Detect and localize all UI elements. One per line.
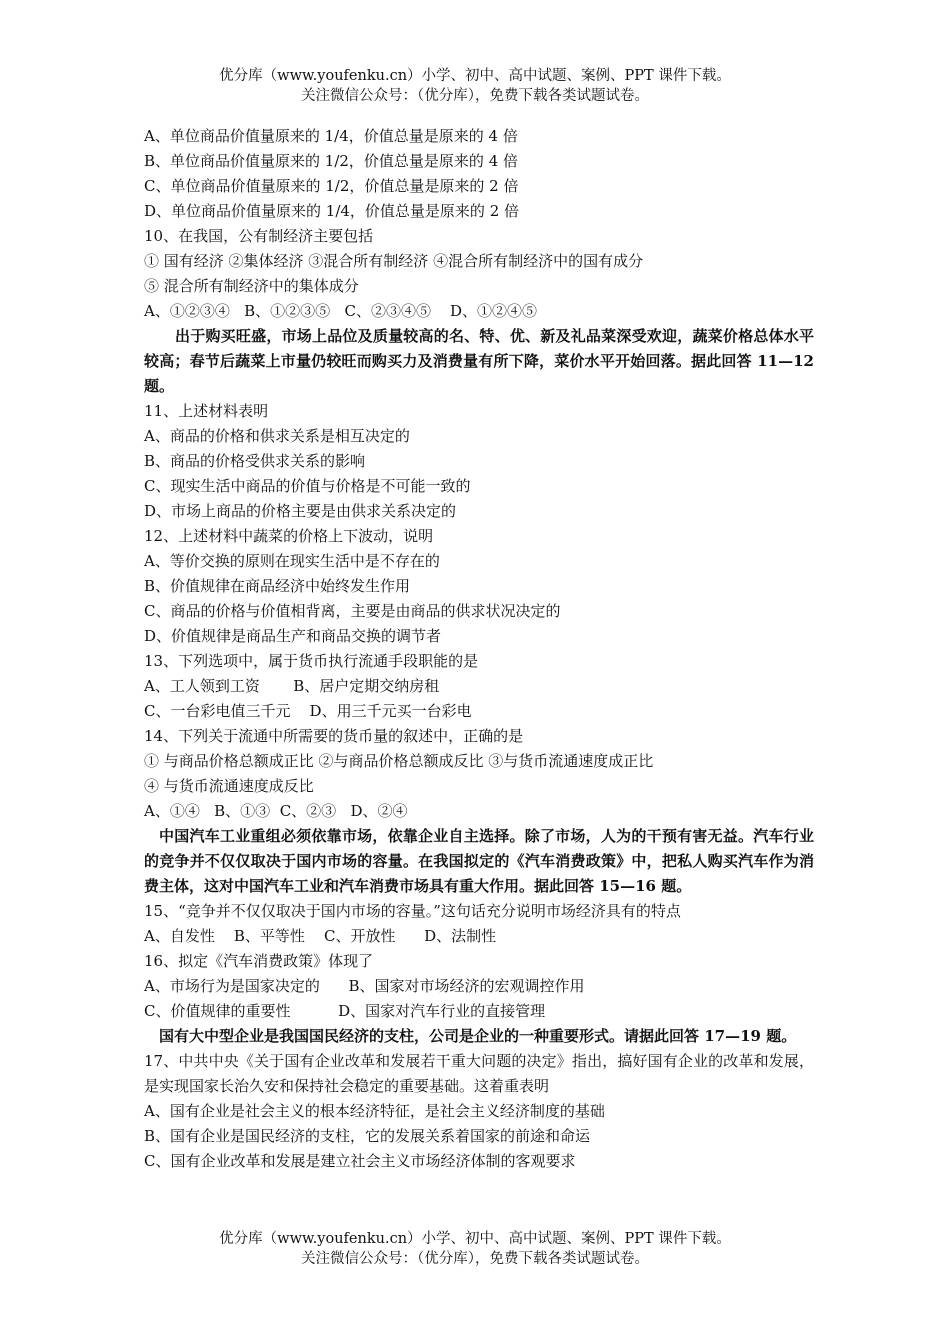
q16-options-row-1: A、市场行为是国家决定的 B、国家对市场经济的宏观调控作用 <box>144 977 585 995</box>
q9-option-b: B、单位商品价值量原来的 1/2，价值总量是原来的 4 倍 <box>144 152 519 170</box>
q12-option-a: A、等价交换的原则在现实生活中是不存在的 <box>144 552 440 570</box>
q12-option-b: B、价值规律在商品经济中始终发生作用 <box>144 577 411 595</box>
page-header <box>0 66 950 106</box>
footer-line-2: 关注微信公众号：（优分库），免费下载各类试题试卷。 <box>301 1251 649 1267</box>
page-footer <box>0 1229 950 1269</box>
q10-items-1: ① 国有经济 ②集体经济 ③混合所有制经济 ④混合所有制经济中的国有成分 <box>144 252 644 270</box>
q13-stem: 13、下列选项中，属于货币执行流通手段职能的是 <box>144 652 479 670</box>
header-line-2: 关注微信公众号：（优分库），免费下载各类试题试卷。 <box>301 88 649 104</box>
q16-stem: 16、拟定《汽车消费政策》体现了 <box>144 952 374 970</box>
q11-option-c: C、现实生活中商品的价值与价格是不可能一致的 <box>144 477 471 495</box>
q15-stem: 15、“竞争并不仅仅取决于国内市场的容量。”这句话充分说明市场经济具有的特点 <box>144 902 681 920</box>
q17-option-a: A、国有企业是社会主义的根本经济特征，是社会主义经济制度的基础 <box>144 1102 605 1120</box>
q10-items-2: ⑤ 混合所有制经济中的集体成分 <box>144 277 359 295</box>
document-body <box>144 124 814 1174</box>
q17-stem: 17、中共中央《关于国有企业改革和发展若干重大问题的决定》指出，搞好国有企业的改革和发展，是实现国家长治久安和保持社会稳定的重要基础。这着重表明 <box>144 1052 814 1095</box>
q12-stem: 12、上述材料中蔬菜的价格上下波动，说明 <box>144 527 434 545</box>
q16-options-row-2: C、价值规律的重要性 D、国家对汽车行业的直接管理 <box>144 1002 546 1020</box>
q14-stem: 14、下列关于流通中所需要的货币量的叙述中，正确的是 <box>144 727 524 745</box>
footer-line-1: 优分库（www.youfenku.cn）小学、初中、高中试题、案例、PPT 课件下载。 <box>219 1231 731 1247</box>
q14-options: A、①④ B、①③ C、②③ D、②④ <box>144 802 408 820</box>
q11-option-d: D、市场上商品的价格主要是由供求关系决定的 <box>144 502 457 520</box>
q17-option-b: B、国有企业是国民经济的支柱，它的发展关系着国家的前途和命运 <box>144 1127 591 1145</box>
q11-stem: 11、上述材料表明 <box>144 402 269 420</box>
q14-items-1: ① 与商品价格总额成正比 ②与商品价格总额成反比 ③与货币流通速度成正比 <box>144 752 654 770</box>
material-17-19: 国有大中型企业是我国国民经济的支柱，公司是企业的一种重要形式。请据此回答 17—19 题。 <box>159 1027 797 1045</box>
material-11-12: 出于购买旺盛，市场上品位及质量较高的名、特、优、新及礼品菜深受欢迎，蔬菜价格总体水平较高；春节后蔬菜上市量仍较旺而购买力及消费量有所下降，菜价水平开始回落。据此回答 11—12 题。 <box>144 327 814 395</box>
q11-option-b: B、商品的价格受供求关系的影响 <box>144 452 366 470</box>
q9-option-d: D、单位商品价值量原来的 1/4，价值总量是原来的 2 倍 <box>144 202 520 220</box>
q10-options: A、①②③④ B、①②③⑤ C、②③④⑤ D、①②④⑤ <box>144 302 538 320</box>
q12-option-d: D、价值规律是商品生产和商品交换的调节者 <box>144 627 442 645</box>
q14-items-2: ④ 与货币流通速度成反比 <box>144 777 314 795</box>
header-line-1: 优分库（www.youfenku.cn）小学、初中、高中试题、案例、PPT 课件下载。 <box>219 68 731 84</box>
q17-option-c: C、国有企业改革和发展是建立社会主义市场经济体制的客观要求 <box>144 1152 576 1170</box>
q9-option-a: A、单位商品价值量原来的 1/4，价值总量是原来的 4 倍 <box>144 127 518 145</box>
q13-options-row-1: A、工人领到工资 B、居户定期交纳房租 <box>144 677 440 695</box>
q11-option-a: A、商品的价格和供求关系是相互决定的 <box>144 427 410 445</box>
q10-stem: 10、在我国，公有制经济主要包括 <box>144 227 374 245</box>
material-15-16: 中国汽车工业重组必须依靠市场，依靠企业自主选择。除了市场，人为的干预有害无益。汽车行业的竞争并不仅仅取决于国内市场的容量。在我国拟定的《汽车消费政策》中，把私人购买汽车作为消费主体，这对中国汽车工业和汽车消费市场具有重大作用。据此回答 15—16 题。 <box>144 827 814 895</box>
q12-option-c: C、商品的价格与价值相背离，主要是由商品的供求状况决定的 <box>144 602 561 620</box>
q13-options-row-2: C、一台彩电值三千元 D、用三千元买一台彩电 <box>144 702 472 720</box>
q15-options: A、自发性 B、平等性 C、开放性 D、法制性 <box>144 927 497 945</box>
q9-option-c: C、单位商品价值量原来的 1/2，价值总量是原来的 2 倍 <box>144 177 519 195</box>
